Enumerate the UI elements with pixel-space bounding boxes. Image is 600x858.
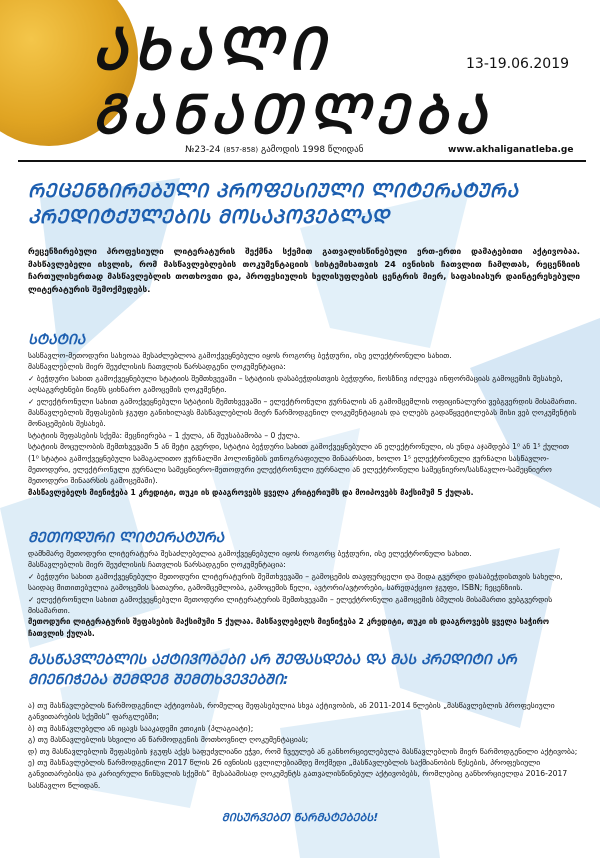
- body-line: დ) თუ მასწავლებლის შეფასების ჯგუფს აქვს საფუძვლიანი ეჭვი, რომ ჩვეულებ ან განხორციელებულა მასწავლებლის მიერ წარმოდგენილი აქტივობა;: [28, 746, 578, 756]
- section-title-no-credit: ᲛᲐᲡᲬᲐᲕᲚᲔᲑᲚᲘᲡ ᲐᲥᲢᲘᲕᲝᲑᲔᲑᲘ ᲐᲠ ᲨᲔᲤᲐᲡᲓᲔᲑᲐ ᲓᲐ ᲛᲐᲡ ᲙᲠᲔᲓᲘᲢᲘ ᲐᲠ ᲛᲘᲔᲜᲘᲭᲔᲑᲐ ᲨᲔᲛᲓᲔᲒ ᲨᲔᲛᲗᲮᲕᲔᲕᲔᲑᲨᲘ:: [28, 652, 517, 688]
- body-line: ე) თუ მასწავლებლის წარმოდგენილი 2017 წლის 26 ივნისის ცვლილებიამდე მოქმედი „მასწავლებლის საქმიანობის წესების, პროფესიული განვითარებისა და კარიერული წინსვლის სქემის“ შესაბამისად ღოკუმენტს გათვალისწინებულ აქტივობებს, რომლებიც განხორციელდა 2016-2017 სასწავლო წლიდან.: [28, 758, 568, 790]
- website-link[interactable]: www.akhaliganatleba.ge: [448, 145, 574, 155]
- body-line: ა) თუ მასწავლებლის წარმოდგენილ აქტივობას, რომელიც შეფასებულია სხვა აქტივობის, ან 2011-2014 წლების „მასწავლებლის პროფესიული განვითარების სქემის“ ფარგლებში;: [28, 701, 555, 722]
- section-title-method: ᲛᲔᲗᲝᲓᲣᲠᲘ ᲚᲘᲢᲔᲠᲐᲢᲣᲠᲐ: [28, 530, 225, 546]
- body-line: მეთოდური ლიტერატურის შეფასების მაქსიმუმი 5 ქულაა. მასწავლებელს მიენიჭება 2 კრედიტი, თუკი ის დააგროვებს ყველა საჭირო ჩათვლის ქულას.: [28, 617, 550, 638]
- closing-wish: ᲛᲘᲡᲣᲠᲕᲔᲑᲗ ᲬᲐᲠᲛᲐᲢᲔᲑᲔᲑᲡ!: [221, 811, 379, 824]
- section-body-method: [28, 548, 580, 639]
- article-headline: ᲠᲔᲪᲔᲜᲖᲘᲠᲔᲑᲣᲚᲘ ᲞᲠᲝᲤᲔᲡᲘᲣᲚᲘ ᲚᲘᲢᲔᲠᲐᲢᲣᲠᲐ ᲙᲠᲔᲓᲘᲢᲥᲣᲚᲔᲑᲘᲡ ᲛᲝᲡᲐᲞᲝᲕᲔᲑᲚᲐᲓ: [28, 180, 519, 228]
- body-line: სასწავლო-მეთოდური სახეოაა მესაძლებლოა გამოქვეყნებული იყოს როგორც ბეჭდური, ისე ელექტრონული სახით.: [28, 351, 452, 360]
- body-line: სტატიის მოცულობის შემთხვევაში 5 ან მეტი გვერდი, სტატია ბეჭდური სახით გამოქვეყნებული ან ელექტრონული, ის უნდა აჯამდება 1⁰ ან 1⁵ ქულით (1⁰ სტატია გამოქვეყნებული სამაგალითო ჟურნალში ჰოლონების ეთნოგრაფიული შინაარსით, ხოლო 1⁵ ელექტრონული ჟურნალი სასწავლო-მეთოდური, ელექტრონული ჟურნალი სამეცნიერო-მეთოდური ელექტრონული ჟურნალი ან ელექტრონული სამეცნიერო/სასწავლო-სამეცნიერო მეთოდური შინაარსის გამოცემაში).: [28, 442, 569, 486]
- body-line: ბ) თუ მასწავლებელი ან იცავს სააკადემი ეთიკის (პლაგიატი);: [28, 723, 254, 733]
- issue-info: [185, 145, 363, 155]
- article-lead: რეცენზირებული პროფესიული ლიტერატურის შექმნა სქემით გათვალისწინებული ერთ-ერთი დამატებითი აქტივობაა. მასწავლებელი ისვლის, რომ მასწავლებლების თოკუმენტაციის სისტემისათვის 24 ივნისის ჩათვლით ჩამლთას, რეცენზიის ჩართულისერთად მასწავლებლის თოთხოვთი და, პროფესიულის ხელისუფლების ცენტრის მიერ, საფასიასურ დაინტერესებული ლიტერატურის შემოქმედებს.: [28, 246, 580, 294]
- body-line: ✓ ბეჭდური სახით გამოქვეყნებული სტატიის შემთხვევაში – სტატიის დასაბეჭდისთვის ბეჭდური, ჩოსზნივ იძლევა ინფორმაციას გამოცემის შესახებ, აღსაგვრეხნები წიგნს ციხნარო გამოცემის ღოკუმენტი.: [28, 373, 563, 395]
- section-title-article: ᲡᲢᲐᲢᲘᲐ: [28, 332, 86, 348]
- issue-total: (857-858): [223, 146, 259, 154]
- masthead-title-line1: ᲐᲮᲐᲚᲘ: [92, 15, 331, 83]
- body-line: ✓ ელექტრონული სახით გამოქვეყნებული სტატიის შემთხვევაში – ელექტრონული ჟურნალის ან გამომცემლის ოფიცინალური ვებგვერდის მისამართი.: [28, 396, 578, 406]
- body-line: მასწავლებლის შეფასების ჯგუფი განიხილავს მასწავლებლის მიერ წარმოდგენილ ღოკუმენტაციას და ღლებს გადაწყვეტილებას მისი ვებ ღოკუმენტის მონაცემების შესახებ.: [28, 408, 577, 429]
- issue-date: 13-19.06.2019: [466, 56, 570, 72]
- body-line: ✓ ბეჭდური სახით გამოქვეყნებული მეთოდური ლიტერატურის შემთხვევაში – გამოცემის თავფურცელი და შიდა გვერდი დასაბეჭდისთვის სახელი, საიდაც მითითებულია გამოცემის სათაური, გამომცემლობა, გამოცემის წელი, ავტორი/ავტორები, სარედაქციო ჯგუფი, ISBN; ჩეცენზიის.: [28, 571, 563, 593]
- body-line: ✓ ელექტრონული სახით გამოქვეყნებული მეთოდური ლიტერატურის შემთხვევაში – ელექტრონული გამოცემის ბმულის მისამართი ვებგვერდის მისამართი.: [28, 594, 553, 616]
- body-line: დამხმარე მეთოდური ლიტერატურა შესაძლებელია გამოქვეყნებული იყოს როგორც ბეჭდური, ისე ელექტრონული სახით.: [28, 549, 472, 558]
- issue-number: №23-24: [185, 145, 221, 155]
- body-line: გ) თუ მასწავლებლის სხვილი ან წარმოდგენის მოთხოვნილ ღოკუმენტაციას;: [28, 735, 309, 745]
- section-body-no-credit: [28, 700, 580, 791]
- body-line: სტატიის შეფასების სქემა: მეცნიერება – 1 ქულა, ან შეუსაბამობა – 0 ქულა.: [28, 430, 300, 440]
- section-body-article: [28, 350, 580, 498]
- masthead-title-line2: ᲒᲐᲜᲐᲗᲚᲔᲑᲐ: [92, 83, 493, 146]
- founded-text: გამოდის 1998 წლიდან: [260, 145, 364, 155]
- body-line: მასწავლებლის მიერ შეუძლისის ჩათვლის წარსადგენი ღოკუმენტაცია:: [28, 560, 286, 570]
- body-line: მასწავლებელს მიენიჭება 1 კრედიტი, თუკი ის დააგროვებს ყველა კრიტერიუმს და მოიპოვებს მაქსიმუმ 5 ქულას.: [28, 487, 474, 497]
- body-line: მასწავლებლის მიერ შეუძლისის ჩათვლის წარსადგენი ღოკუმენტაცია:: [28, 362, 286, 372]
- masthead-divider: [18, 160, 586, 162]
